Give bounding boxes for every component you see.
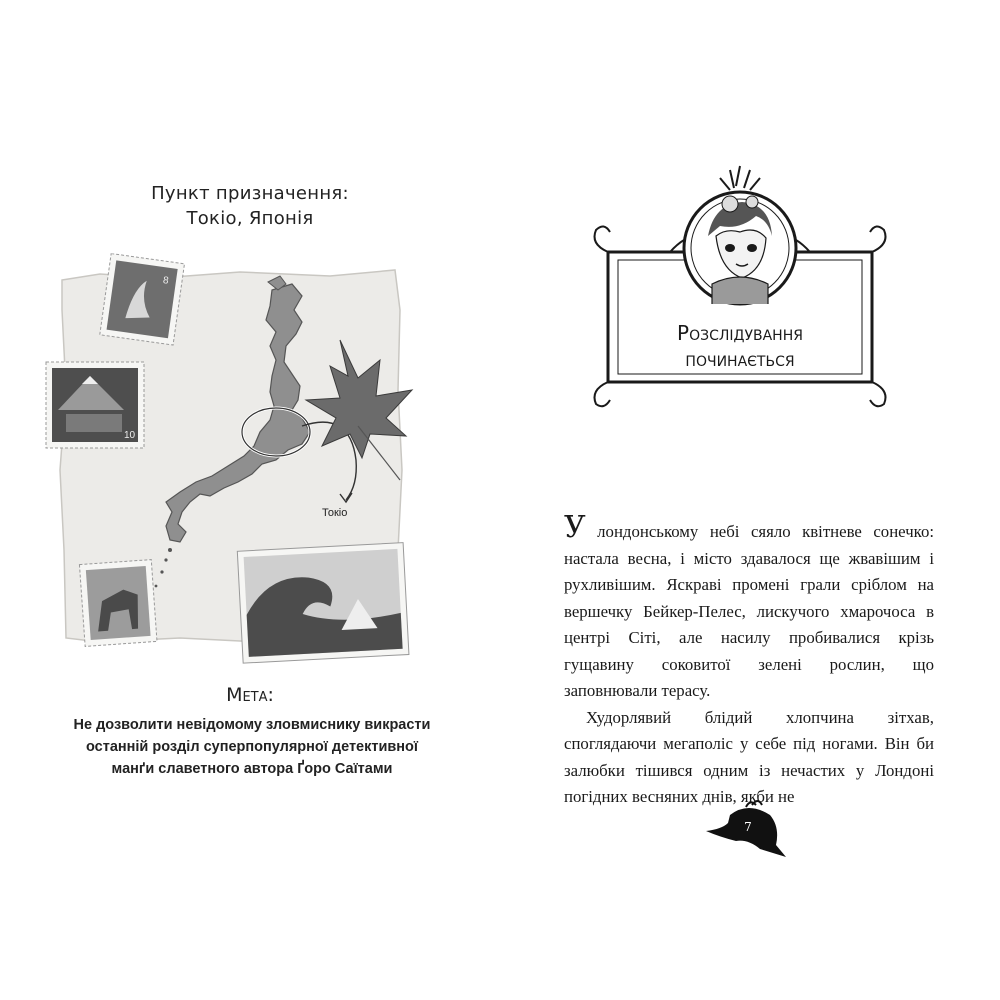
goal-line: манґи славетного автора Ґоро Саїтами xyxy=(111,761,393,777)
chapter-title-line: Розслідування xyxy=(677,321,803,345)
goal-text xyxy=(52,714,452,780)
map-collage xyxy=(40,250,470,670)
chapter-frame xyxy=(580,160,900,410)
page-number-ornament xyxy=(700,793,790,863)
svg-text:10: 10 xyxy=(124,430,136,441)
goal-line: Не дозволити невідомому зловмиснику викрасти xyxy=(73,717,431,733)
right-page xyxy=(500,0,1000,1000)
stamp-wolf xyxy=(79,560,157,647)
goal-title: Мета: xyxy=(226,684,274,706)
chapter-title xyxy=(610,320,870,372)
destination-label: Пункт призначення: xyxy=(151,183,349,204)
drop-cap: У xyxy=(564,510,586,545)
map-tokyo-label: Токіо xyxy=(322,507,348,519)
story-text xyxy=(564,510,934,811)
page-number: 7 xyxy=(744,820,752,834)
stamp-bird xyxy=(100,254,185,346)
paragraph: Худорлявий блідий хлопчина зітхав, споглядаючи мегаполіс у себе під ногами. Він би залюбки тішився одним із нечастих у Лондоні погідних весняних днів, якби не xyxy=(564,707,934,806)
goal-line: останній розділ суперпопулярної детективної xyxy=(85,739,418,755)
chapter-title-line: починається xyxy=(685,347,795,371)
destination-value: Токіо, Японія xyxy=(186,208,314,229)
paragraph: У лондонському небі сяяло квітневе сонечко: настала весна, і місто здавалося ще жвавішим і рухливішим. Яскраві промені грали сріблом на вершечку Бейкер-Пелес, лискучого хмарочоса в центрі Сіті, але насилу пробивалися крізь гущавину соковитої зелені рослин, що заповнювали терасу. xyxy=(564,510,934,700)
stamp-fuji xyxy=(46,362,144,448)
stamp-wave xyxy=(237,543,409,664)
svg-text:8: 8 xyxy=(162,275,170,287)
